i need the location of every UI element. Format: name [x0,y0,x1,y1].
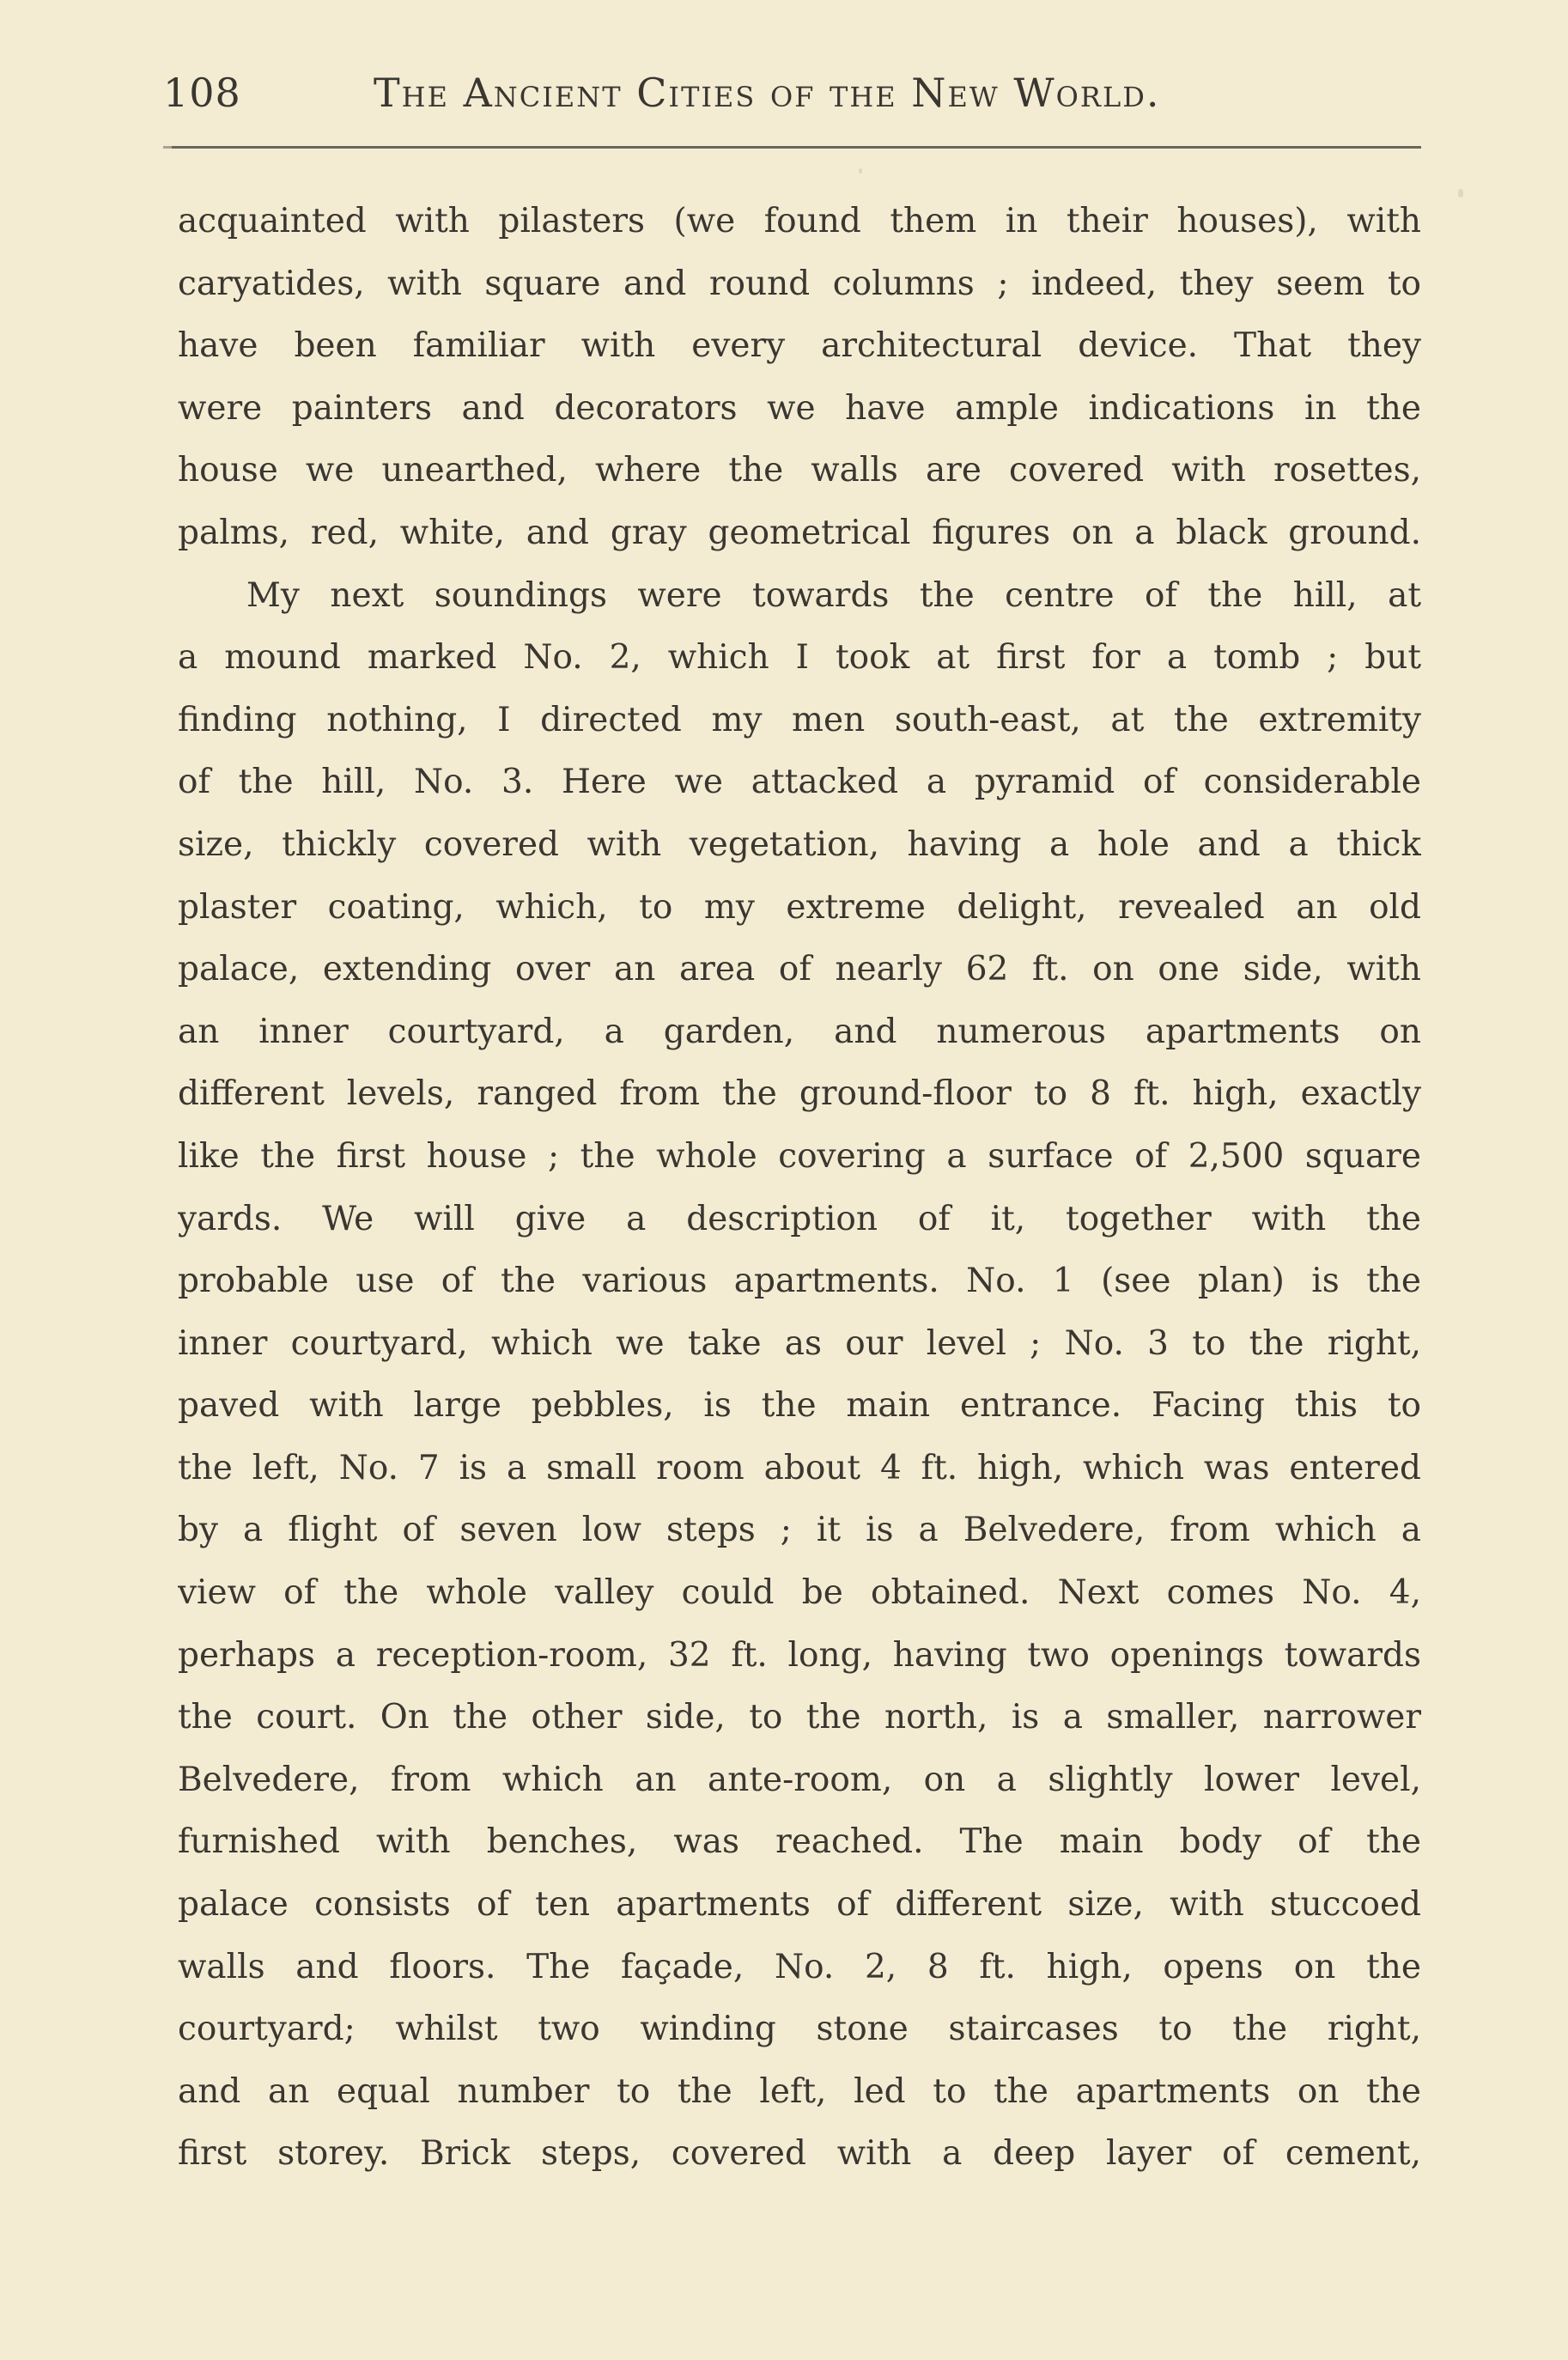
text-line: different levels, ranged from the ground-floor to 8 ft. high, exactly [178,1074,1421,1114]
text-line: courtyard; whilst two winding stone staircases to the right, [178,2010,1421,2049]
text-line: have been familiar with every architectural device. That they [178,326,1421,366]
text-line: palace, extending over an area of nearly 62 ft. on one side, with [178,950,1421,989]
text-line: view of the whole valley could be obtained. Next comes No. 4, [178,1573,1421,1613]
text-line: a mound marked No. 2, which I took at first for a tomb ; but [178,638,1421,678]
text-line: yards. We will give a description of it, together with the [178,1199,1421,1238]
text-line: by a flight of seven low steps ; it is a Belvedere, from which a [178,1511,1421,1550]
text-line: furnished with benches, was reached. The main body of the [178,1822,1421,1862]
text-line: like the first house ; the whole covering a surface of 2,500 square [178,1136,1421,1176]
page-header [163,58,1421,127]
text-line: finding nothing, I directed my men south-east, at the extremity [178,700,1421,739]
page-number: 108 [163,70,241,116]
header-rule-left [163,146,610,149]
text-line: were painters and decorators we have ample indications in the [178,388,1421,428]
text-line: and an equal number to the left, led to the apartments on the [178,2071,1421,2111]
text-line: palms, red, white, and gray geometrical figures on a black ground. [178,513,1421,552]
text-line: an inner courtyard, a garden, and numerous apartments on [178,1012,1421,1051]
body-text [178,191,1421,2186]
text-line: perhaps a reception-room, 32 ft. long, having two openings towards [178,1635,1421,1675]
text-line: house we unearthed, where the walls are covered with rosettes, [178,451,1421,490]
text-line: Belvedere, from which an ante-room, on a slightly lower level, [178,1760,1421,1799]
text-line: paved with large pebbles, is the main entrance. Facing this to [178,1386,1421,1426]
text-line: the left, No. 7 is a small room about 4 ft. high, which was entered [178,1448,1421,1487]
text-line: caryatides, with square and round columns ; indeed, they seem to [178,264,1421,303]
running-title: The Ancient Cities of the New World. [374,70,1161,116]
text-line: the court. On the other side, to the north, is a smaller, narrower [178,1698,1421,1737]
paper-fleck [859,168,862,173]
text-line: palace consists of ten apartments of different size, with stuccoed [178,1885,1421,1925]
text-line: walls and floors. The façade, No. 2, 8 ft. high, opens on the [178,1947,1421,1986]
paragraph-start-line: My next soundings were towards the centre of the hill, at [246,575,1421,615]
text-line: size, thickly covered with vegetation, having a hole and a thick [178,824,1421,864]
text-line: of the hill, No. 3. Here we attacked a pyramid of considerable [178,763,1421,802]
text-line: inner courtyard, which we take as our level ; No. 3 to the right, [178,1323,1421,1363]
text-line: first storey. Brick steps, covered with a deep layer of cement, [178,2134,1421,2174]
text-line: acquainted with pilasters (we found them in their houses), with [178,202,1421,240]
text-line: probable use of the various apartments. No. 1 (see plan) is the [178,1262,1421,1301]
text-line: plaster coating, which, to my extreme delight, revealed an old [178,887,1421,927]
paper-fleck [1458,189,1463,198]
